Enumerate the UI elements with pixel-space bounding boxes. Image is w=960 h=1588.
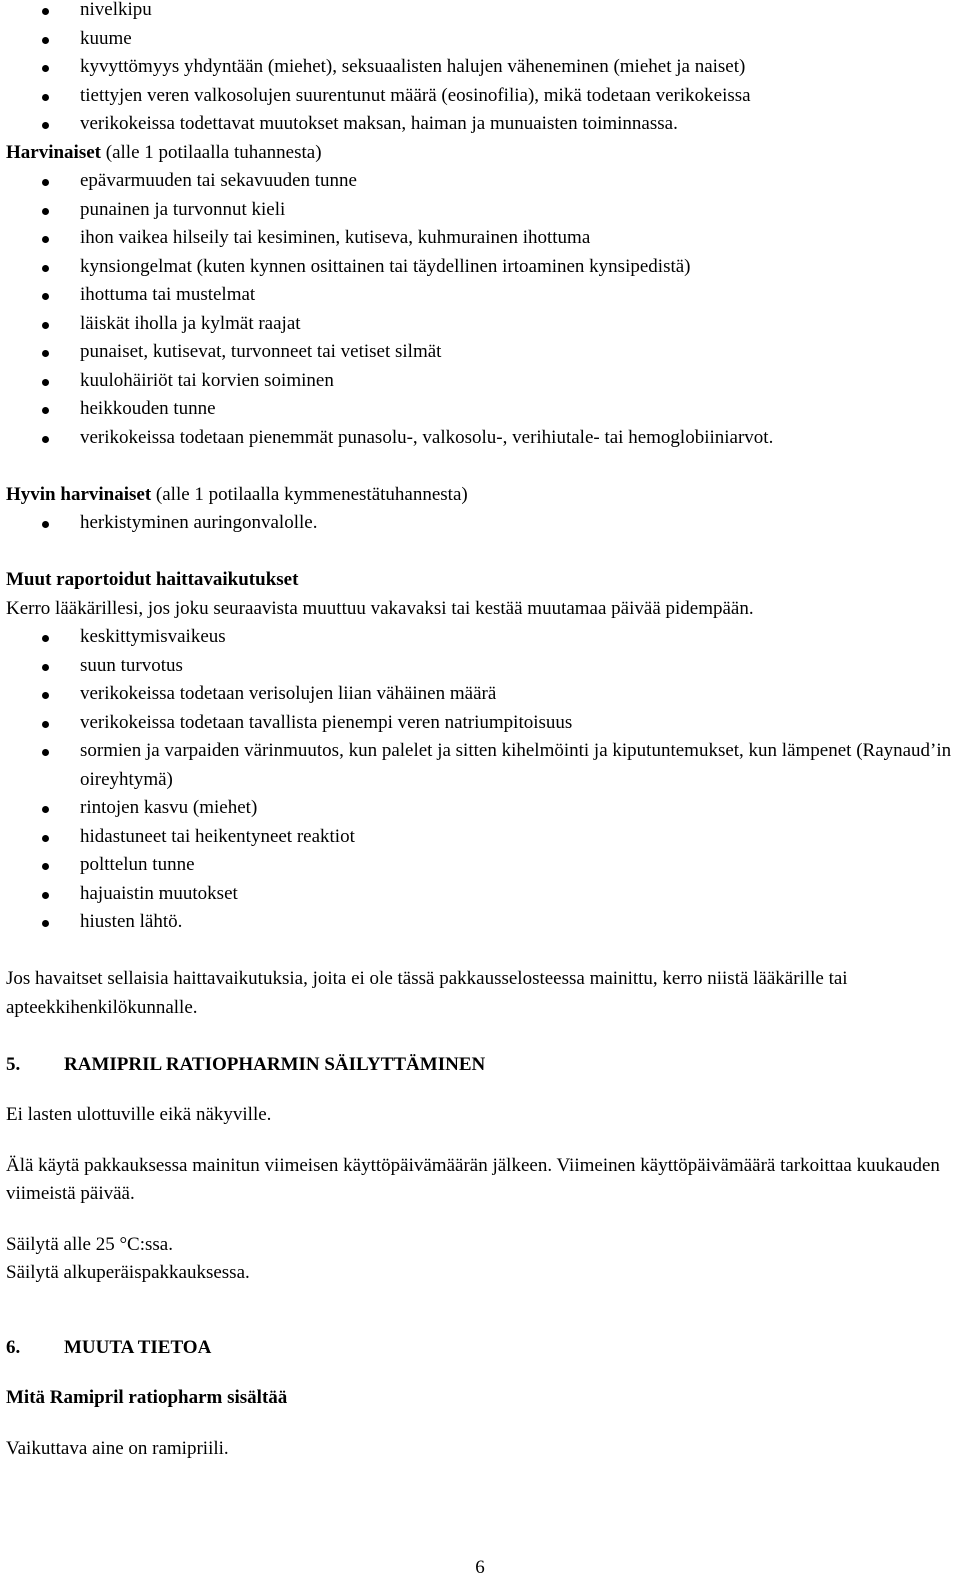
- very-rare-heading: [6, 481, 954, 510]
- section-6-subheading-text: Mitä Ramipril ratiopharm sisältää: [6, 1387, 288, 1408]
- section-5-number: 5.: [6, 1053, 21, 1075]
- section-6-title: [6, 1334, 954, 1363]
- list-item: verikokeissa todetaan tavallista pienempi veren natriumpitoisuus: [6, 709, 954, 738]
- page-number: 6: [475, 1557, 485, 1578]
- very-rare-list: [6, 509, 954, 538]
- list-item: hiusten lähtö.: [6, 908, 954, 937]
- list-item: kyvyttömyys yhdyntään (miehet), seksuaalisten halujen väheneminen (miehet ja naiset): [6, 53, 954, 82]
- rare-heading: [6, 139, 954, 168]
- side-effects-list-top: [6, 0, 954, 139]
- spacer: [6, 1288, 954, 1334]
- spacer: [6, 1022, 954, 1051]
- storage-paragraph-2: Älä käytä pakkauksessa mainitun viimeisen käyttöpäivämäärän jälkeen. Viimeinen käyttöpäivämäärä tarkoittaa kuukauden viimeistä päivää.: [6, 1154, 940, 1204]
- list-item: verikokeissa todetaan pienemmät punasolu-, valkosolu-, verihiutale- tai hemoglobiiniarvot.: [6, 424, 954, 453]
- other-effects-heading-text: Muut raportoidut haittavaikutukset: [6, 569, 299, 590]
- storage-paragraph-1: Ei lasten ulottuville eikä näkyville.: [6, 1104, 272, 1125]
- spacer: [6, 452, 954, 481]
- other-effects-list: [6, 623, 954, 937]
- report-paragraph: Jos havaitset sellaisia haittavaikutuksia, joita ei ole tässä pakkausselosteessa mainittu, kerro niistä lääkärille tai apteekkihenkilökunnalle.: [6, 968, 848, 1018]
- list-item: suun turvotus: [6, 652, 954, 681]
- storage-paragraph-3: Säilytä alle 25 °C:ssa.: [6, 1233, 173, 1255]
- list-item: läiskät iholla ja kylmät raajat: [6, 310, 954, 339]
- list-item: tiettyjen veren valkosolujen suurentunut määrä (eosinofilia), mikä todetaan verikokeissa: [6, 82, 954, 111]
- rare-list: [6, 167, 954, 452]
- list-item: herkistyminen auringonvalolle.: [6, 509, 954, 538]
- list-item: punainen ja turvonnut kieli: [6, 196, 954, 225]
- list-item: verikokeissa todetaan verisolujen liian vähäinen määrä: [6, 680, 954, 709]
- list-item: heikkouden tunne: [6, 395, 954, 424]
- very-rare-heading-rest: (alle 1 potilaalla kymmenestätuhannesta): [151, 483, 468, 505]
- section-6-number: 6.: [6, 1336, 21, 1358]
- section-5-title: [6, 1051, 954, 1080]
- spacer: [6, 1130, 954, 1152]
- list-item: ihottuma tai mustelmat: [6, 281, 954, 310]
- spacer: [6, 1209, 954, 1231]
- section-6-subheading: [6, 1384, 954, 1413]
- spacer: [6, 937, 954, 966]
- list-item: hajuaistin muutokset: [6, 880, 954, 909]
- section-6-title-text: MUUTA TIETOA: [64, 1336, 212, 1358]
- storage-paragraph-4: Säilytä alkuperäispakkauksessa.: [6, 1262, 250, 1283]
- list-item: kynsiongelmat (kuten kynnen osittainen tai täydellinen irtoaminen kynsipedistä): [6, 253, 954, 282]
- section-6-paragraph-1: Vaikuttava aine on ramipriili.: [6, 1437, 229, 1459]
- list-item: verikokeissa todettavat muutokset maksan, haiman ja munuaisten toiminnassa.: [6, 110, 954, 139]
- spacer: [6, 1413, 954, 1435]
- other-effects-heading: [6, 566, 954, 595]
- spacer: [6, 538, 954, 567]
- list-item: hidastuneet tai heikentyneet reaktiot: [6, 823, 954, 852]
- rare-heading-bold: Harvinaiset: [6, 141, 101, 163]
- list-item: polttelun tunne: [6, 851, 954, 880]
- document-page: [6, 0, 954, 1463]
- list-item: sormien ja varpaiden värinmuutos, kun palelet ja sitten kihelmöinti ja kiputuntemukset, kun lämpenet (Raynaud’in oireyhtymä): [6, 737, 954, 794]
- list-item: kuulohäiriöt tai korvien soiminen: [6, 367, 954, 396]
- other-effects-intro: Kerro lääkärillesi, jos joku seuraavista muuttuu vakavaksi tai kestää muutamaa päivää pidempään.: [6, 597, 754, 619]
- list-item: ihon vaikea hilseily tai kesiminen, kutiseva, kuhmurainen ihottuma: [6, 224, 954, 253]
- spacer: [6, 1079, 954, 1101]
- very-rare-heading-bold: Hyvin harvinaiset: [6, 483, 152, 505]
- list-item: kuume: [6, 25, 954, 54]
- spacer: [6, 1362, 954, 1384]
- list-item: nivelkipu: [6, 0, 954, 25]
- list-item: rintojen kasvu (miehet): [6, 794, 954, 823]
- section-5-title-text: RAMIPRIL RATIOPHARMIN SÄILYTTÄMINEN: [64, 1053, 486, 1075]
- list-item: keskittymisvaikeus: [6, 623, 954, 652]
- list-item: epävarmuuden tai sekavuuden tunne: [6, 167, 954, 196]
- rare-heading-rest: (alle 1 potilaalla tuhannesta): [101, 141, 322, 163]
- list-item: punaiset, kutisevat, turvonneet tai vetiset silmät: [6, 338, 954, 367]
